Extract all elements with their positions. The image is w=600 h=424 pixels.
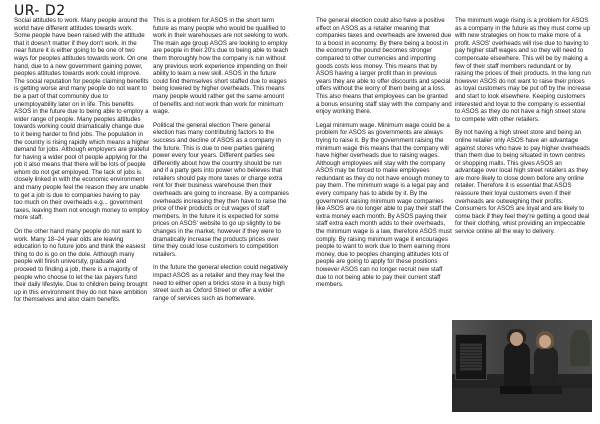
paragraph: Social attitudes to work. Many people around the world have different attitudes towards work. Some people have been raised with the attitude that it doesn't matter if they don't work. In the near future it is either going to be one of two ways for peoples attitudes towards work. On one hand, due to a new government gaining power, peoples attitudes towards work could improve. The social reputation for people claiming benefits is getting worse and many people do not want to be a part of that community due to unemployability later on in life. This benefits ASOS in the future due to being able to employ a wider range of people. Many peoples attitudes towards working could dramatically change due to it being harder to find jobs. The population in the country is rising rapidly which means a higher demand for jobs. Although employers are grateful for having a wider pool of people applying for the job it also means that there will be lots of people whom do not get employed. The lack of jobs is closely linked in with the economic environment and many people feel the reason they are unable to get a job is due to companies having to pay too much on their overheads e.g... government taxes, leaving them not enough money to employ more staff. (14, 17, 150, 222)
text-column-3 (316, 17, 452, 295)
paragraph: In the future the general election could negatively impact ASOS as a retailer and they may feel the need to either open a bricks store in a busy high street such as Oxford Street or offer a wider range of services such as homeware. (153, 264, 288, 302)
paragraph: Political the general election There general election has many contributing factors to the success and decline of ASOS as a company in the future. This is due to new parties gaining power every four years. Different parties see differently about how the country should be run and if a party gets into power who believes that retailers should pay more taxes or charge extra rent for their business warehouse then their overheads are going to increase. By a companies overheads increasing they then have to raise the price of their products or cut wages of staff members. In the future it is expected for some prices on ASOS' website to go up slightly to be changes in the market, however if they were to dramatically increase the products prices over time they could lose customers to competition retailers. (153, 121, 289, 258)
person-left (504, 342, 530, 392)
paragraph: By not having a high street store and being an online retailer only ASOS have an advantage against stores who have to pay higher overheads than them due to being situated in town centres or shopping malls. This gives ASOS an advantage over local high street retailers as they are more likely to close down before any online retailer. Therefore it is essential that ASOS reassure their loyal customers even if their overheads are outweighing their profits. Consumers for ASOS are loyal and are likely to come back if they feel they're getting a good deal for their clothing, whist providing an impeccable service online all the way to delivery. (455, 129, 590, 236)
person-left-face (510, 332, 523, 346)
band-photo (452, 320, 592, 412)
paragraph: The minimum wage rising is a problem for ASOS as a company in the future as they must come up with new strategies on how to make more of a profit. ASOS' overheads will rise due to having to pay higher staff wages and so they will need to compensate elsewhere. This will be by making a few of their staff members redundant or by raising the prices of their products. In the long run however ASOS do not want to raise their prices as loyal customers may be put off by the increase and start to look elsewhere. Keeping customers interested and loyal to the company is essential to ASOS as they do not have a high street store to compete with other retailers. (455, 17, 591, 123)
amplifier (455, 334, 487, 380)
text-column-2 (153, 17, 289, 308)
paragraph: Legal minimum wage. Minimum wage could be a problem for ASOS as governments are always trying to raise it. By the government raising the minimum wage this means that the company will have higher overheads due to raising wages. Although employees will stay with the company ASOS may be forced to make employees redundant as they do not have enough money to pay them. The minimum wage is a legal pay and every company has to abide by it. By the government raising minimum wage companies like ASOS are no longer able to pay their staff the extra money each month. By ASOS paying their staff extra each month adds to their overheads, the minimum wage is a law, therefore ASOS must comply. By raising minimum wage it encourages people to want to work due to them earning more money, due to peoples changing attitudes lots of people are going to apply for these positions however ASOS can no longer recruit new staff due to not being able to pay their current staff members. (316, 121, 452, 289)
person-right-face (539, 335, 551, 348)
page-title: UR- D2 (14, 3, 66, 19)
text-column-4 (455, 17, 591, 242)
text-column-1 (14, 17, 150, 310)
person-right-legs (532, 386, 562, 394)
paragraph: On the other hand many people do not want to work. Many 18–24 year olds are leaving education to no future jobs and think the easiest thing to do is go on the dole. Although many people will finish university, graduate and proceed to finding a job, there is a majority of people who choose to let the tax payers fund their daily lifestyle. Due to children being brought up in this environment they do not have ambition for themselves and also claim benefits. (14, 228, 148, 304)
amp-grill (460, 343, 482, 371)
paragraph: This is a problem for ASOS in the short term future as many people who would be qualified to work in their warehouses are not seeking to work. The main age group ASOS are looking to employ are people in their 20's due to being able to teach them thoroughly how the company is run without any previous work experience impending on their ability to learn a new skill. ASOS in the future could find themselves short staffed due to wages being lowered by higher overheads. This means many people would rather get the same amount of benefits and not work than work for minimum wage. (153, 17, 289, 116)
paragraph: The general election could also have a positive effect on ASOS as a retailer meaning that companies taxes and overheads are lowered due to a boost in economy. By there being a boost in the economy the pound becomes stronger compared to other currencies and importing goods costs less money. This means that by ASOS having a larger profit than in previous years they are able to offer discounts and special offers without the worry of them being at a loss. This also means that employees can be granted a bonus ensuring staff stay with the company and enjoy working there. (316, 17, 452, 116)
photo-plant (570, 330, 590, 366)
person-left-legs (500, 386, 534, 394)
